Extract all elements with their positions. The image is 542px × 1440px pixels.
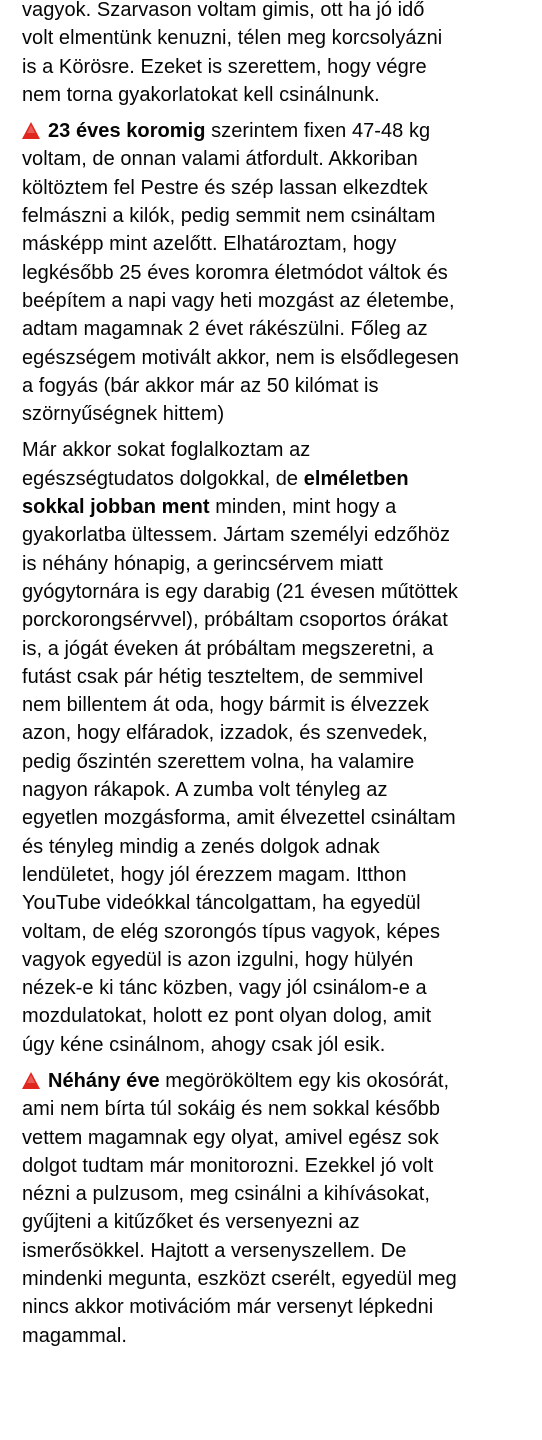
text-line [22,117,520,145]
red-triangle-icon [22,122,40,139]
bold-phrase: elméletben [303,467,409,490]
text-line: porckorongsérvvel), próbáltam csoportos órákat [22,609,448,632]
text-line: szörnyűségnek hittem) [22,403,225,426]
text-line: magammal. [22,1324,127,1347]
paragraph-smartwatch [22,1067,520,1350]
text-line: is a Körösre. Ezeket is szerettem, hogy végre [22,55,427,78]
text-line: a fogyás (bár akkor már az 50 kilómat is [22,374,379,397]
text-line: úgy kéne csinálnom, ahogy csak jól esik. [22,1033,386,1056]
text-line: nem torna gyakorlatokat kell csinálnunk. [22,83,380,106]
text-line: másképp mint azelőtt. Elhatároztam, hogy [22,233,397,256]
bold-phrase: sokkal jobban ment [22,496,210,519]
text-line: nem billentem át oda, hogy bármit is élvezzek [22,694,429,717]
text-line: egyetlen mozgásforma, amit élvezettel csináltam [22,807,456,830]
text-fragment: minden, mint hogy a [209,496,397,519]
text-line: mindenki megunta, eszközt cserélt, egyedül meg [22,1268,457,1291]
text-line: gyűjteni a kitűzőket és versenyezni az [22,1211,360,1234]
text-line: pedig őszintén szerettem volna, ha valamire [22,750,415,773]
text-line: nézek-e ki tánc közben, vagy jól csinálom-e a [22,977,427,1000]
text-line: nincs akkor motivációm már versenyt lépkedni [22,1296,434,1319]
text-line: egészségem motivált akkor, nem is elsődlegesen [22,346,459,369]
text-line: mozdulatokat, holott ez pont olyan dolog, amit [22,1005,432,1028]
text-line: Már akkor sokat foglalkoztam az [22,439,311,462]
text-line: azon, hogy elfáradok, izzadok, és szenvedek, [22,722,428,745]
text-line: ami nem bírta túl sokáig és nem sokkal később [22,1098,441,1121]
text-line: volt elmentünk kenuzni, télen meg korcsolyázni [22,27,443,50]
text-line: nagyon rákapok. A zumba volt tényleg az [22,779,388,802]
text-line: legkésőbb 25 éves koromra életmódot váltok és [22,261,448,284]
paragraph-age-23 [22,117,520,428]
text-line: futást csak pár hétig teszteltem, de semmivel [22,665,424,688]
text-line: beépítem a napi vagy heti mozgást az életembe, [22,289,455,312]
text-line: nézni a pulzusom, meg csinálni a kihívásokat, [22,1183,431,1206]
text-line: felmászni a kilók, pedig semmit nem csináltam [22,205,436,228]
text-line [22,493,520,521]
text-line: ismerősökkel. Hajtott a versenyszellem. De [22,1239,407,1262]
text-line: lendületet, hogy jól érezzem magam. Itthon [22,863,407,886]
text-line: gyakorlatba ültessem. Jártam személyi edzőhöz [22,524,450,547]
text-line [22,465,520,493]
text-line: vettem magamnak egy olyat, amivel egész sok [22,1126,439,1149]
text-fragment: megörököltem egy kis okosórát, [159,1069,450,1092]
text-line [22,1067,520,1095]
paragraph-school-years [22,0,520,109]
text-fragment: egészségtudatos dolgokkal, de [22,467,304,490]
bold-lead: 23 éves koromig [48,120,206,143]
text-fragment: szerintem fixen 47-48 kg [205,120,431,143]
text-line: gyógytornára is egy darabig (21 évesen műtöttek [22,580,458,603]
text-line: YouTube videókkal táncolgattam, ha egyedül [22,892,421,915]
text-line: vagyok. Szarvason voltam gimis, ott ha jó idő [22,0,425,21]
text-line: és tényleg mindig a zenés dolgok adnak [22,835,380,858]
text-line: voltam, de onnan valami átfordult. Akkoriban [22,148,418,171]
bold-lead: Néhány éve [48,1069,160,1092]
text-line: vagyok egyedül is azon izgulni, hogy hülyén [22,948,414,971]
red-triangle-icon [22,1072,40,1089]
paragraph-health-theory [22,436,520,1059]
text-line: voltam, de elég szorongós típus vagyok, képes [22,920,441,943]
text-line: adtam magamnak 2 évet rákészülni. Főleg az [22,318,428,341]
text-line: is néhány hónapig, a gerincsérvem miatt [22,552,384,575]
text-line: dolgot tudtam már monitorozni. Ezekkel jó volt [22,1154,434,1177]
text-line: is, a jógát éveken át próbáltam megszeretni, a [22,637,434,660]
text-line: költöztem fel Pestre és szép lassan elkezdtek [22,176,428,199]
